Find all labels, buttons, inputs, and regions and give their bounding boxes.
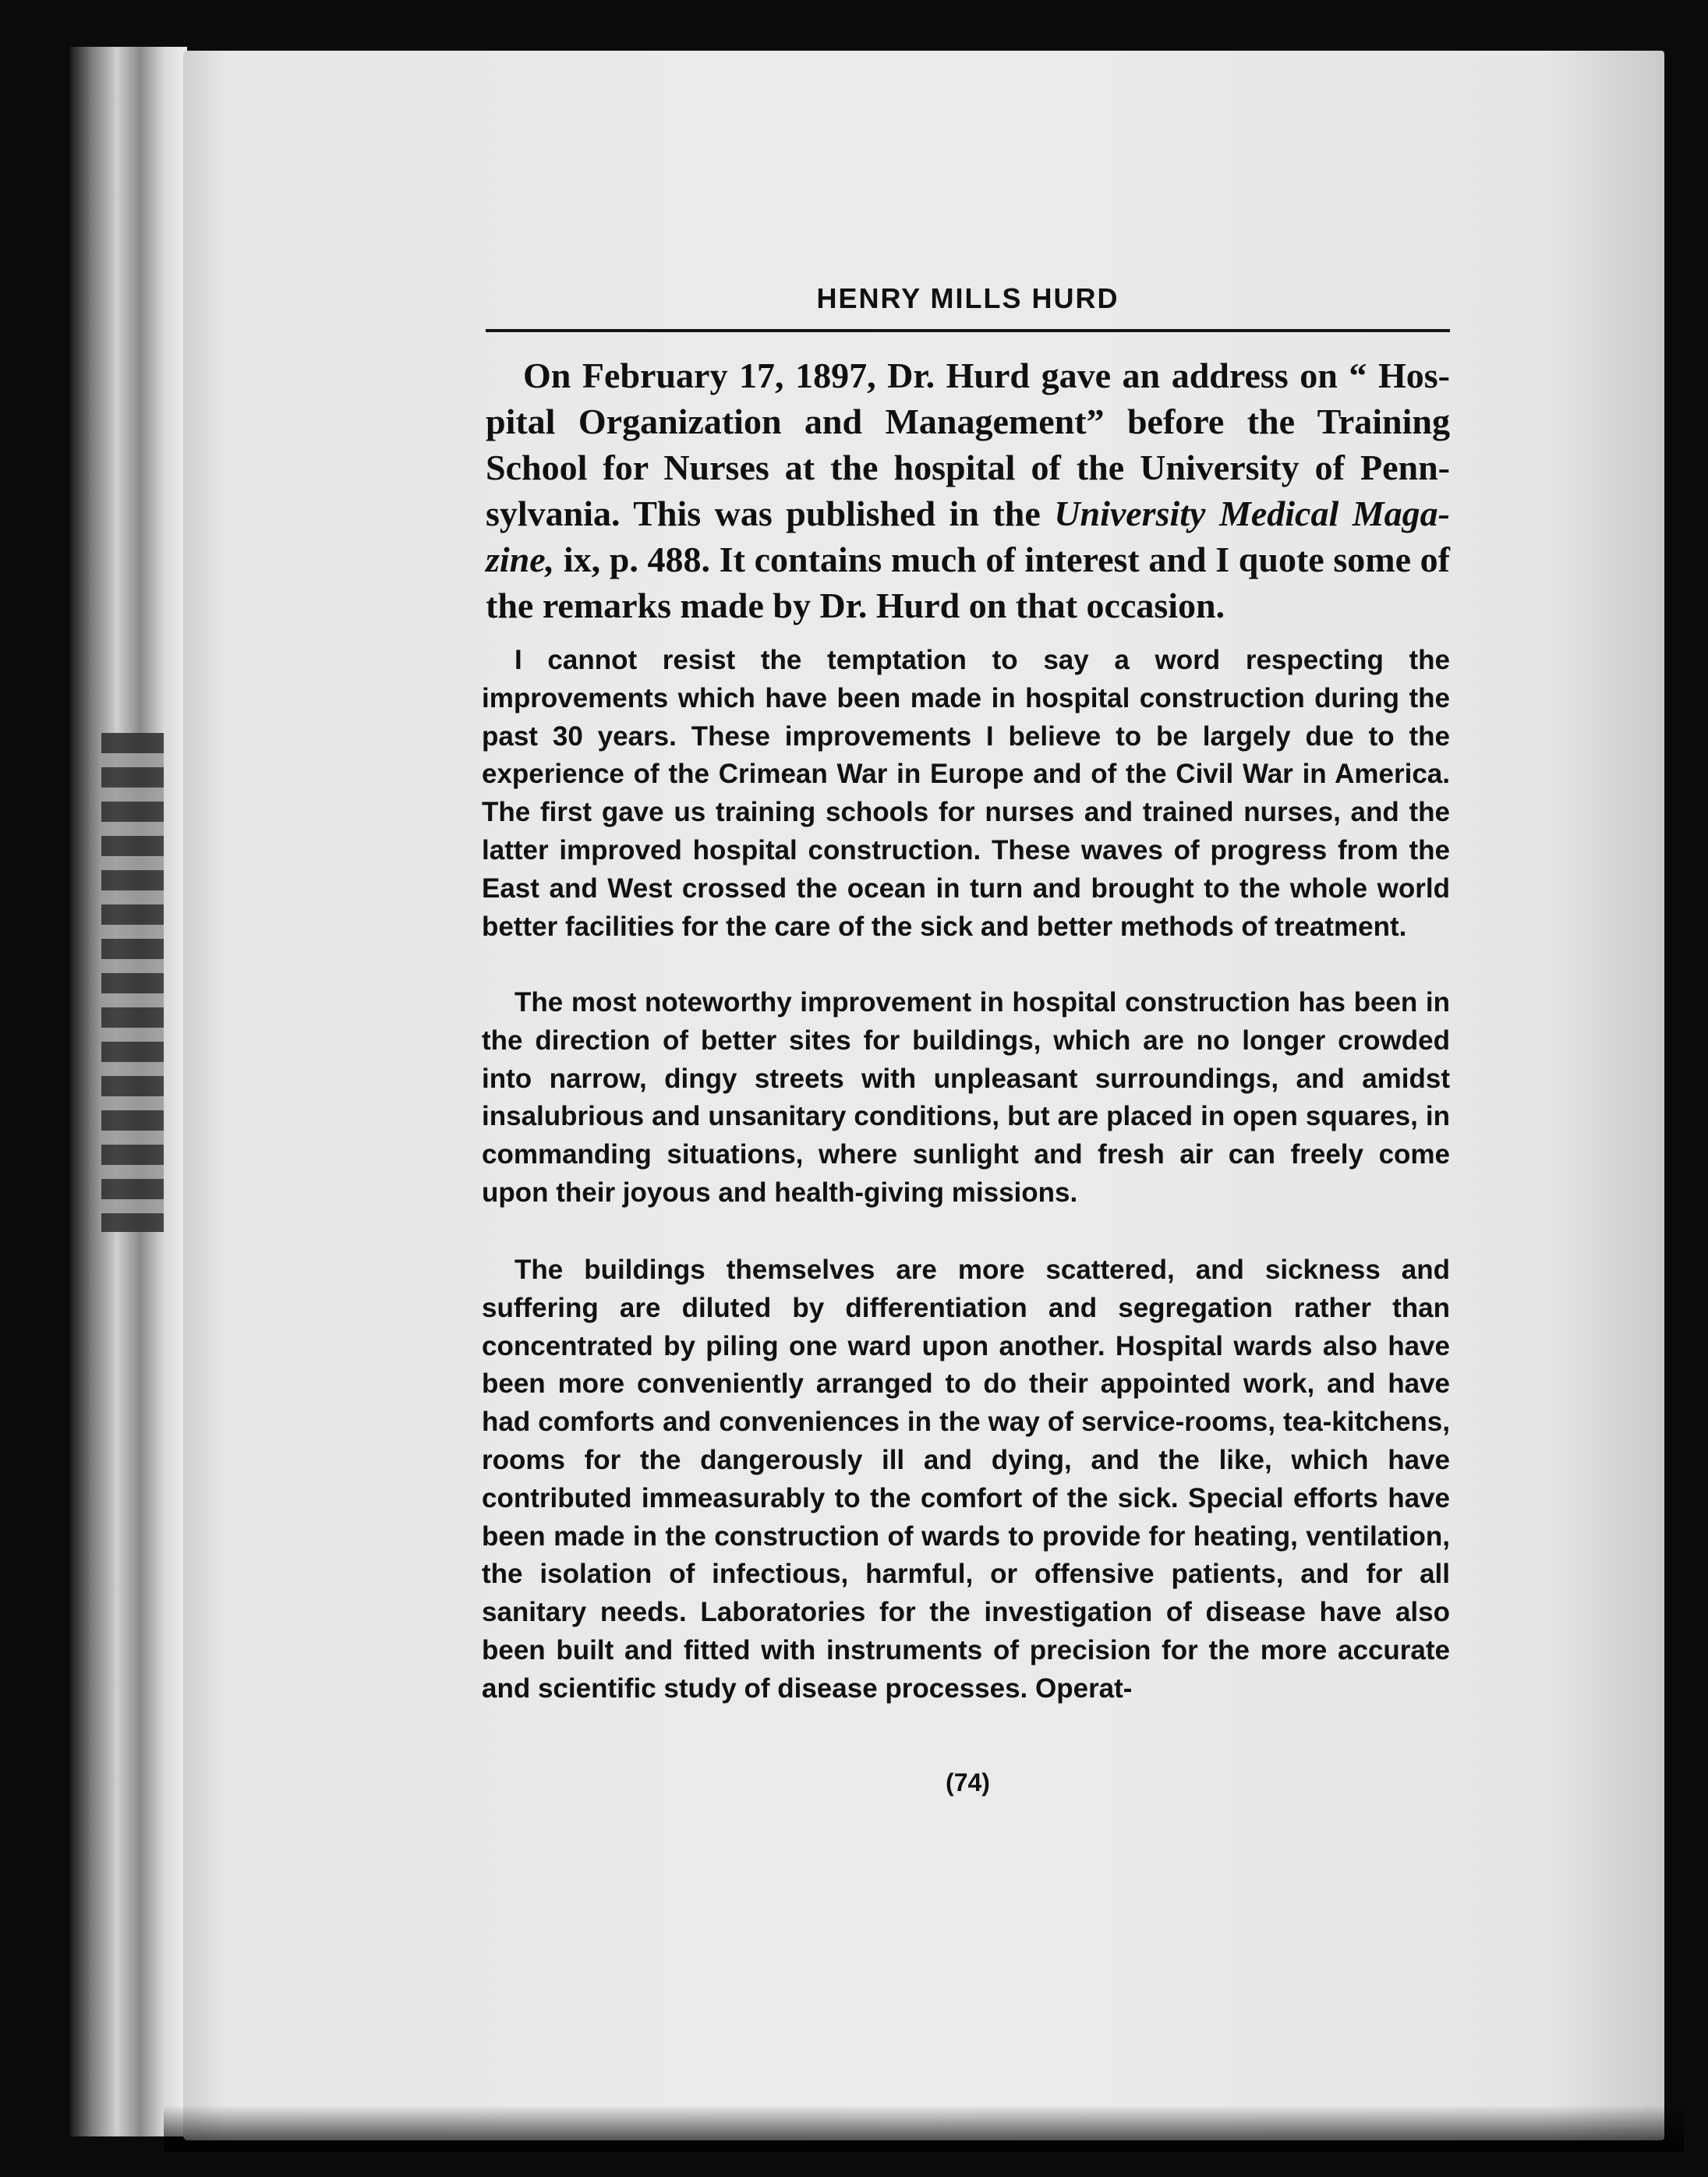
- quote-paragraph: The buildings themselves are more scattered, and sickness and suffering are diluted by differentiation and segregation rather than concentrated by piling one ward upon another. Hospital wards also have been more conveniently arranged to do their appointed work, and have had comforts and conveniences in the way of service-rooms, tea-kitchens, rooms for the dangerously ill and dying, and the like, which have contributed immeasurably to the comfort of the sick. Special efforts have been made in the construction of wards to provide for heating, ventilation, the isolation of infectious, harmful, or offensive patients, and for all sanitary needs. Laboratories for the investigation of disease have also been built and fitted with instruments of precision for the more accurate and scientific study of disease processes. Operat-: [482, 1255, 1450, 1704]
- intro-text-end: ix, p. 488. It contains much of interest and I quote some of the remarks made by Dr. Hurd on that occasion.: [486, 540, 1450, 625]
- page-bottom-shadow: [164, 2105, 1684, 2152]
- intro-text-start: On February 17, 1897, Dr. Hurd gave an address on “ Hospital Organization and Management” before the Training School for Nurses at the hospital of the University of Pennsylvania. This was published in the: [486, 356, 1450, 533]
- page-number: (74): [946, 1768, 990, 1796]
- quote-paragraph: The most noteworthy improvement in hospital construction has been in the direction of better sites for buildings, which are no longer crowded into narrow, dingy streets with unpleasant surroundings, and amidst insalubrious and unsanitary conditions, but are placed in open squares, in commanding situations, where sunlight and fresh air can freely come upon their joyous and health-giving missions.: [482, 987, 1450, 1208]
- spine-lettering-mark: [101, 733, 164, 1232]
- quote-paragraph: I cannot resist the temptation to say a word respecting the improvements which have been made in hospital construction during the past 30 years. These improvements I believe to be largely due to the experience of the Crimean War in Europe and of the Civil War in America. The first gave us training schools for nurses and trained nurses, and the latter improved hospital construction. These waves of progress from the East and West crossed the ocean in turn and brought to the whole world better facilities for the care of the sick and better methods of treatment.: [482, 645, 1450, 942]
- running-header: HENRY MILLS HURD: [816, 282, 1119, 314]
- intro-paragraph: [486, 352, 1450, 628]
- header-rule: [486, 329, 1450, 332]
- journal-title: University Medical Magazine,: [486, 494, 1450, 579]
